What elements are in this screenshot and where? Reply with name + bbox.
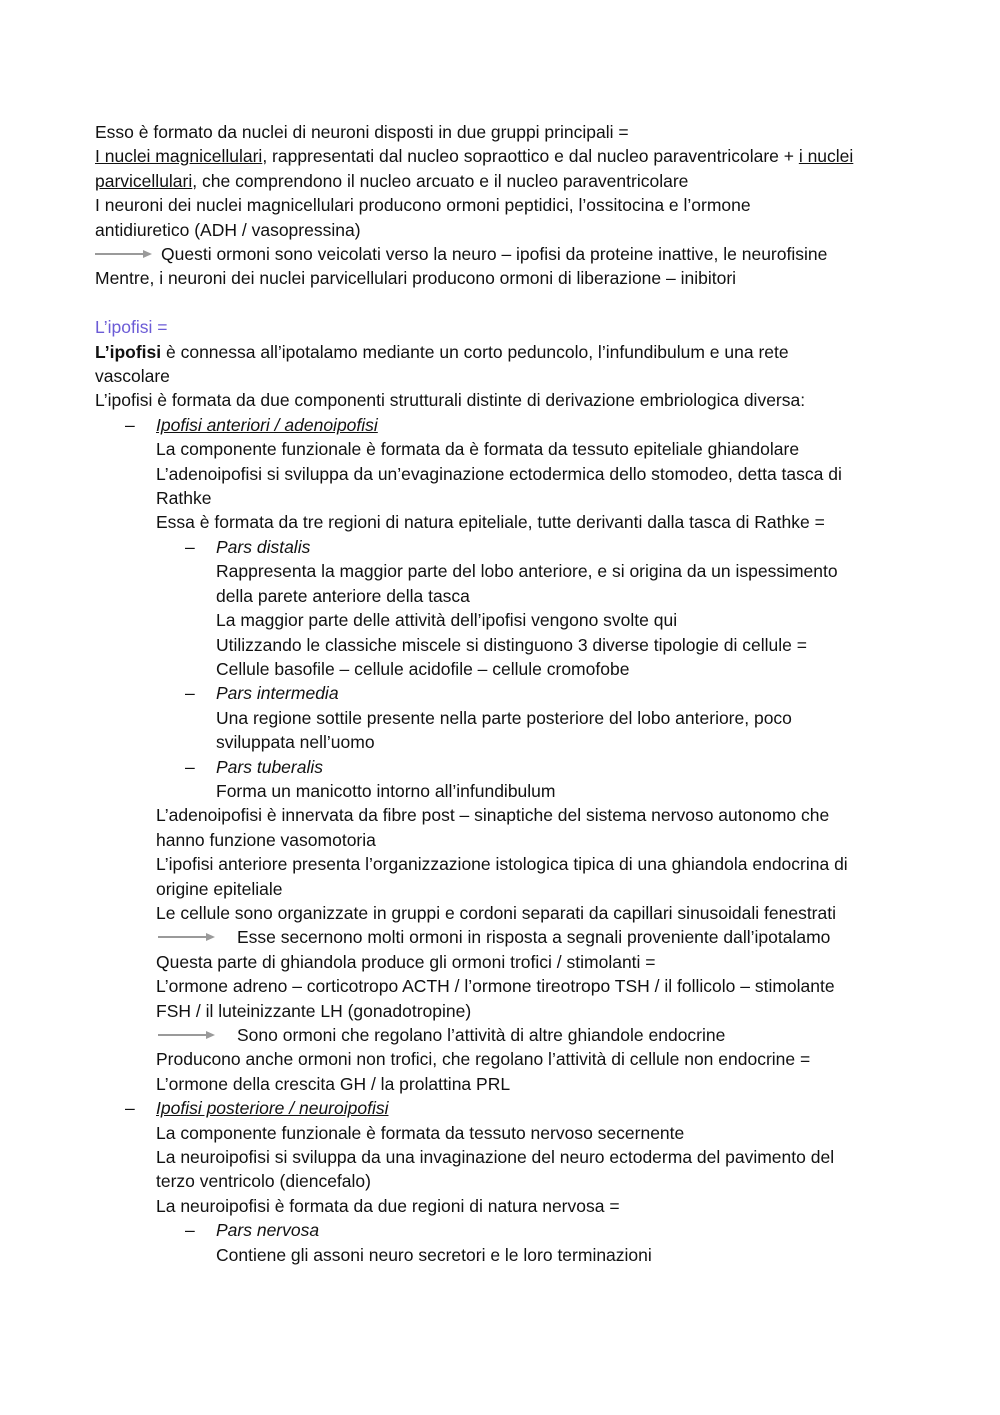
text-span: , che comprendono il nucleo arcuato e il nucleo paraventricolare — [192, 170, 689, 191]
text-line: Forma un manicotto intorno all’infundibulum — [216, 780, 556, 801]
arrow-line — [95, 1023, 915, 1047]
bullet-item-posteriore — [95, 1096, 915, 1120]
bullet-title: Pars intermedia — [216, 683, 339, 704]
right-arrow-icon — [95, 242, 153, 266]
right-arrow-icon — [158, 1023, 216, 1047]
dash-bullet: – — [185, 536, 195, 557]
underlined-term: i nuclei — [798, 146, 854, 167]
text-span: , rappresentati dal nucleo sopraottico e dal nucleo paraventricolare + — [262, 146, 799, 167]
text-line: Questa parte di ghiandola produce gli ormoni trofici / stimolanti = — [156, 951, 656, 972]
text-line: L’adenoipofisi si sviluppa da un’evaginazione ectodermica dello stomodeo, detta tasca di — [156, 463, 842, 484]
text-line: terzo ventricolo (diencefalo) — [156, 1171, 371, 1192]
bullet-title: Ipofisi posteriore / neuroipofisi — [156, 1098, 389, 1119]
text-line: L’ipofisi anteriore presenta l’organizzazione istologica tipica di una ghiandola endocrina di — [156, 854, 848, 875]
text-line: Esso è formato da nuclei di neuroni disposti in due gruppi principali = — [95, 122, 629, 142]
text-line: Contiene gli assoni neuro secretori e le loro terminazioni — [216, 1244, 652, 1265]
bullet-item-nervosa — [95, 1218, 915, 1242]
dash-bullet: – — [185, 756, 195, 777]
bold-term: L’ipofisi — [95, 341, 162, 362]
bullet-item-distalis — [95, 535, 915, 559]
text-line: hanno funzione vasomotoria — [156, 829, 376, 850]
bullet-item-intermedia — [95, 681, 915, 705]
bullet-title: Pars distalis — [216, 536, 311, 557]
text-line: Rappresenta la maggior parte del lobo anteriore, e si origina da un ispessimento — [216, 561, 838, 582]
text-line — [95, 340, 915, 364]
bullet-title: Ipofisi anteriori / adenoipofisi — [156, 414, 378, 435]
text-line: Cellule basofile – cellule acidofile – cellule cromofobe — [216, 658, 630, 679]
text-line: La neuroipofisi è formata da due regioni di natura nervosa = — [156, 1195, 620, 1216]
dash-bullet: – — [125, 414, 135, 435]
text-line: I neuroni dei nuclei magnicellulari producono ormoni peptidici, l’ossitocina e l’ormone — [95, 195, 751, 216]
text-line: sviluppata nell’uomo — [216, 732, 375, 753]
bullet-item-anteriore — [95, 413, 915, 437]
text-line: della parete anteriore della tasca — [216, 585, 470, 606]
text-line: La componente funzionale è formata da è formata da tessuto epiteliale ghiandolare — [156, 439, 800, 460]
text-line: origine epiteliale — [156, 878, 283, 899]
text-line: L’ipofisi è formata da due componenti strutturali distinte di derivazione embriologica diversa: — [95, 390, 806, 411]
document-page — [95, 120, 915, 1267]
bullet-item-tuberalis — [95, 755, 915, 779]
text-line: Utilizzando le classiche miscele si distinguono 3 diverse tipologie di cellule = — [216, 634, 807, 655]
text-line: Producono anche ormoni non trofici, che regolano l’attività di cellule non endocrine = — [156, 1049, 811, 1070]
underlined-term: I nuclei magnicellulari — [95, 146, 263, 167]
arrow-line — [95, 242, 915, 266]
text-line: La neuroipofisi si sviluppa da una invaginazione del neuro ectoderma del pavimento del — [156, 1147, 835, 1168]
text-line: Mentre, i neuroni dei nuclei parvicellulari producono ormoni di liberazione – inibitori — [95, 268, 737, 289]
text-line: La componente funzionale è formata da tessuto nervoso secernente — [156, 1122, 685, 1143]
text-line — [95, 169, 915, 193]
dash-bullet: – — [185, 1220, 195, 1241]
text-span: Questi ormoni sono veicolati verso la neuro – ipofisi da proteine inattive, le neurofisine — [161, 244, 828, 265]
bullet-title: Pars tuberalis — [216, 756, 323, 777]
text-line: antidiuretico (ADH / vasopressina) — [95, 219, 361, 240]
dash-bullet: – — [125, 1098, 135, 1119]
text-line: L’adenoipofisi è innervata da fibre post – sinaptiche del sistema nervoso autonomo che — [156, 805, 830, 826]
text-line: Rathke — [156, 488, 212, 509]
spacer — [95, 291, 915, 315]
text-line: Le cellule sono organizzate in gruppi e cordoni separati da capillari sinusoidali fenestrati — [156, 902, 836, 923]
text-line — [95, 144, 915, 168]
text-line: Una regione sottile presente nella parte posteriore del lobo anteriore, poco — [216, 707, 792, 728]
dash-bullet: – — [185, 683, 195, 704]
arrow-line — [95, 925, 915, 949]
section-heading: L’ipofisi = — [95, 317, 168, 338]
text-span: Sono ormoni che regolano l’attività di altre ghiandole endocrine — [237, 1025, 726, 1046]
bullet-title: Pars nervosa — [216, 1220, 320, 1241]
right-arrow-icon — [158, 925, 216, 949]
text-line: La maggior parte delle attività dell’ipofisi vengono svolte qui — [216, 610, 678, 631]
text-line: FSH / il luteinizzante LH (gonadotropine) — [156, 1000, 472, 1021]
text-span: Esse secernono molti ormoni in risposta a segnali proveniente dall’ipotalamo — [237, 927, 831, 948]
text-line: Essa è formata da tre regioni di natura epiteliale, tutte derivanti dalla tasca di Rathke = — [156, 512, 825, 533]
underlined-term: parvicellulari — [95, 170, 193, 191]
text-line: L’ormone adreno – corticotropo ACTH / l’ormone tireotropo TSH / il follicolo – stimolante — [156, 976, 835, 997]
text-line: L’ormone della crescita GH / la prolattina PRL — [156, 1073, 511, 1094]
text-span: è connessa all’ipotalamo mediante un corto peduncolo, l’infundibulum e una rete — [161, 341, 789, 362]
text-line: vascolare — [95, 366, 170, 387]
